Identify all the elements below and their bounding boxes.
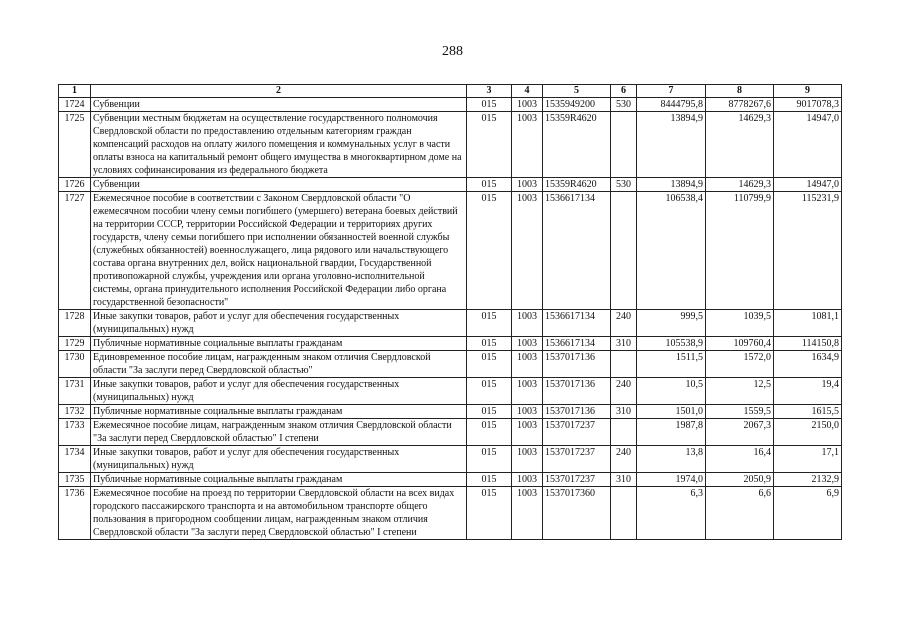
row-description: Субвенции — [91, 98, 467, 112]
table-row — [59, 310, 842, 337]
row-description: Ежемесячное пособие лицам, награжденным знаком отличия Свердловской области "За заслуги перед Свердловской областью" I степени — [91, 419, 467, 446]
section-code: 1003 — [512, 487, 543, 540]
amount-year-2: 109760,4 — [706, 337, 774, 351]
table-row — [59, 178, 842, 192]
row-description: Публичные нормативные социальные выплаты гражданам — [91, 405, 467, 419]
amount-year-1: 13,8 — [637, 446, 706, 473]
column-header: 4 — [512, 85, 543, 98]
row-description: Иные закупки товаров, работ и услуг для обеспечения государственных (муниципальных) нужд — [91, 446, 467, 473]
table-row — [59, 351, 842, 378]
amount-year-2: 14629,3 — [706, 112, 774, 178]
row-number: 1724 — [59, 98, 91, 112]
row-description: Единовременное пособие лицам, награжденным знаком отличия Свердловской области "За заслуги перед Свердловской областью" — [91, 351, 467, 378]
table-row — [59, 192, 842, 310]
section-code: 1003 — [512, 310, 543, 337]
amount-year-1: 6,3 — [637, 487, 706, 540]
amount-year-1: 8444795,8 — [637, 98, 706, 112]
table-row — [59, 419, 842, 446]
table-row — [59, 112, 842, 178]
budget-table — [58, 84, 842, 540]
ministry-code: 015 — [467, 419, 512, 446]
column-header: 3 — [467, 85, 512, 98]
row-number: 1734 — [59, 446, 91, 473]
amount-year-2: 110799,9 — [706, 192, 774, 310]
target-article-code: 1537017136 — [543, 378, 611, 405]
amount-year-3: 9017078,3 — [774, 98, 842, 112]
amount-year-1: 1987,8 — [637, 419, 706, 446]
target-article-code: 1536617134 — [543, 310, 611, 337]
target-article-code: 15359R4620 — [543, 112, 611, 178]
amount-year-1: 1501,0 — [637, 405, 706, 419]
section-code: 1003 — [512, 473, 543, 487]
expense-type-code: 310 — [611, 337, 637, 351]
table-row — [59, 405, 842, 419]
column-header: 8 — [706, 85, 774, 98]
ministry-code: 015 — [467, 446, 512, 473]
ministry-code: 015 — [467, 192, 512, 310]
amount-year-2: 2050,9 — [706, 473, 774, 487]
amount-year-2: 6,6 — [706, 487, 774, 540]
expense-type-code: 310 — [611, 473, 637, 487]
table-row — [59, 98, 842, 112]
row-description: Публичные нормативные социальные выплаты гражданам — [91, 473, 467, 487]
table-row — [59, 487, 842, 540]
amount-year-1: 13894,9 — [637, 178, 706, 192]
table-row — [59, 378, 842, 405]
expense-type-code — [611, 351, 637, 378]
column-header: 5 — [543, 85, 611, 98]
row-description: Иные закупки товаров, работ и услуг для обеспечения государственных (муниципальных) нужд — [91, 378, 467, 405]
amount-year-3: 1634,9 — [774, 351, 842, 378]
row-description: Ежемесячное пособие на проезд по территории Свердловской области на всех видах городского пассажирского транспорта и на автомобильном транспорте общего пользования в пригородном сообщении лицам, награжденным знаком отличия Свердловской области "За заслуги перед Свердловской областью" I степени — [91, 487, 467, 540]
target-article-code: 1535949200 — [543, 98, 611, 112]
amount-year-2: 8778267,6 — [706, 98, 774, 112]
row-number: 1735 — [59, 473, 91, 487]
expense-type-code: 240 — [611, 378, 637, 405]
row-number: 1732 — [59, 405, 91, 419]
row-number: 1728 — [59, 310, 91, 337]
row-description: Публичные нормативные социальные выплаты гражданам — [91, 337, 467, 351]
row-number: 1727 — [59, 192, 91, 310]
section-code: 1003 — [512, 446, 543, 473]
row-number: 1736 — [59, 487, 91, 540]
amount-year-3: 14947,0 — [774, 178, 842, 192]
target-article-code: 1537017360 — [543, 487, 611, 540]
amount-year-3: 2150,0 — [774, 419, 842, 446]
expense-type-code: 530 — [611, 178, 637, 192]
row-number: 1725 — [59, 112, 91, 178]
expense-type-code: 530 — [611, 98, 637, 112]
row-number: 1729 — [59, 337, 91, 351]
section-code: 1003 — [512, 112, 543, 178]
amount-year-2: 16,4 — [706, 446, 774, 473]
amount-year-1: 1511,5 — [637, 351, 706, 378]
expense-type-code: 240 — [611, 446, 637, 473]
section-code: 1003 — [512, 405, 543, 419]
amount-year-3: 114150,8 — [774, 337, 842, 351]
row-number: 1731 — [59, 378, 91, 405]
ministry-code: 015 — [467, 487, 512, 540]
amount-year-2: 1559,5 — [706, 405, 774, 419]
ministry-code: 015 — [467, 310, 512, 337]
table-row — [59, 337, 842, 351]
ministry-code: 015 — [467, 178, 512, 192]
target-article-code: 1537017136 — [543, 351, 611, 378]
amount-year-1: 1974,0 — [637, 473, 706, 487]
ministry-code: 015 — [467, 98, 512, 112]
expense-type-code — [611, 112, 637, 178]
amount-year-3: 17,1 — [774, 446, 842, 473]
page-number: 288 — [442, 44, 463, 59]
row-number: 1730 — [59, 351, 91, 378]
header-row — [59, 85, 842, 98]
column-header: 1 — [59, 85, 91, 98]
amount-year-1: 106538,4 — [637, 192, 706, 310]
ministry-code: 015 — [467, 112, 512, 178]
expense-type-code: 240 — [611, 310, 637, 337]
section-code: 1003 — [512, 178, 543, 192]
amount-year-3: 19,4 — [774, 378, 842, 405]
section-code: 1003 — [512, 378, 543, 405]
target-article-code: 15359R4620 — [543, 178, 611, 192]
amount-year-3: 14947,0 — [774, 112, 842, 178]
ministry-code: 015 — [467, 405, 512, 419]
ministry-code: 015 — [467, 378, 512, 405]
amount-year-1: 13894,9 — [637, 112, 706, 178]
section-code: 1003 — [512, 337, 543, 351]
ministry-code: 015 — [467, 351, 512, 378]
section-code: 1003 — [512, 351, 543, 378]
ministry-code: 015 — [467, 473, 512, 487]
target-article-code: 1536617134 — [543, 337, 611, 351]
expense-type-code — [611, 419, 637, 446]
section-code: 1003 — [512, 419, 543, 446]
row-description: Ежемесячное пособие в соответствии с Законом Свердловской области "О ежемесячном пособии члену семьи погибшего (умершего) ветерана боевых действий на территории СССР, территории Российской Федерации и территориях других государств, члену семьи погибшего при исполнении обязанностей военной службы (служебных обязанностей) военнослужащего, лица рядового или начальствующего состава органа внутренних дел, войск национальной гвардии, Государственной противопожарной службы, учреждения или органа уголовно-исполнительной системы, органа принудительного исполнения Российской Федерации либо органа государственной безопасности" — [91, 192, 467, 310]
table-row — [59, 446, 842, 473]
amount-year-3: 1615,5 — [774, 405, 842, 419]
column-header: 6 — [611, 85, 637, 98]
expense-type-code: 310 — [611, 405, 637, 419]
target-article-code: 1537017136 — [543, 405, 611, 419]
target-article-code: 1537017237 — [543, 419, 611, 446]
amount-year-2: 1039,5 — [706, 310, 774, 337]
row-description: Иные закупки товаров, работ и услуг для обеспечения государственных (муниципальных) нужд — [91, 310, 467, 337]
amount-year-3: 1081,1 — [774, 310, 842, 337]
amount-year-2: 2067,3 — [706, 419, 774, 446]
row-number: 1733 — [59, 419, 91, 446]
target-article-code: 1537017237 — [543, 446, 611, 473]
ministry-code: 015 — [467, 337, 512, 351]
amount-year-1: 999,5 — [637, 310, 706, 337]
amount-year-1: 105538,9 — [637, 337, 706, 351]
section-code: 1003 — [512, 98, 543, 112]
table-row — [59, 473, 842, 487]
amount-year-2: 14629,3 — [706, 178, 774, 192]
amount-year-3: 115231,9 — [774, 192, 842, 310]
amount-year-1: 10,5 — [637, 378, 706, 405]
amount-year-3: 2132,9 — [774, 473, 842, 487]
amount-year-3: 6,9 — [774, 487, 842, 540]
expense-type-code — [611, 487, 637, 540]
target-article-code: 1536617134 — [543, 192, 611, 310]
amount-year-2: 1572,0 — [706, 351, 774, 378]
row-description: Субвенции — [91, 178, 467, 192]
target-article-code: 1537017237 — [543, 473, 611, 487]
column-header: 9 — [774, 85, 842, 98]
expense-type-code — [611, 192, 637, 310]
column-header: 2 — [91, 85, 467, 98]
section-code: 1003 — [512, 192, 543, 310]
amount-year-2: 12,5 — [706, 378, 774, 405]
row-description: Субвенции местным бюджетам на осуществление государственного полномочия Свердловской области по предоставлению отдельным категориям граждан компенсаций расходов на оплату жилого помещения и коммунальных услуг в части оплаты взноса на капитальный ремонт общего имущества в многоквартирном доме на условиях софинансирования из федерального бюджета — [91, 112, 467, 178]
row-number: 1726 — [59, 178, 91, 192]
column-header: 7 — [637, 85, 706, 98]
